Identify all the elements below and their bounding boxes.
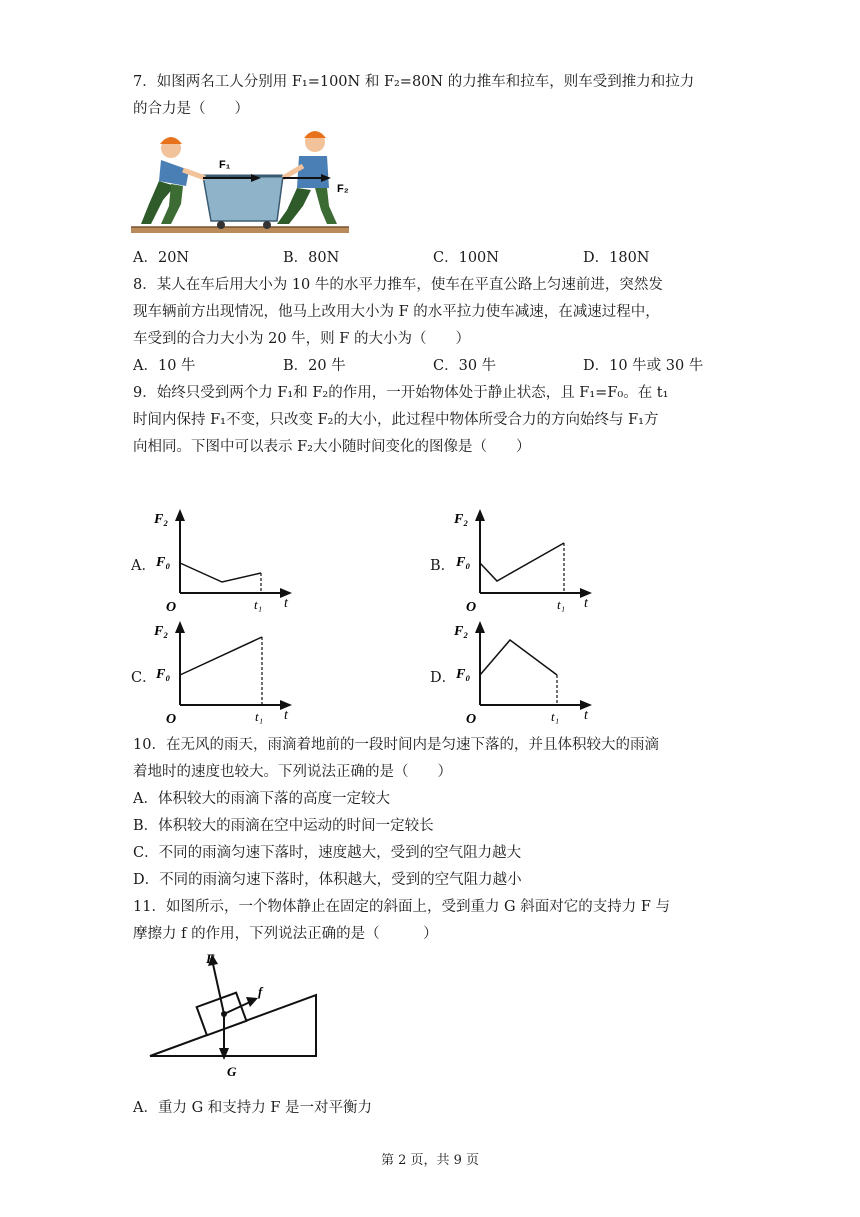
graph-a [150,505,300,615]
graph-a-x-label: t [284,596,288,611]
graph-c [150,617,300,727]
q8-option-b: B．20 牛 [283,358,346,374]
graph-b-t1: t₁ [557,597,566,612]
graph-a-letter: A． [131,558,156,574]
friction-label: f [258,984,263,999]
q7-option-d: D．180N [583,250,650,266]
q9-stem-line2: 时间内保持 F₁不变，只改变 F₂的大小，此过程中物体所受合力的方向始终与 F₁方 [133,412,659,428]
graph-d-t1: t₁ [551,709,560,724]
q10-option-d: D．不同的雨滴匀速下落时，体积越大，受到的空气阻力越小 [133,872,522,888]
q7-stem-line2: 的合力是（ ） [133,101,249,117]
graph-d-x-label: t [584,708,588,723]
graph-c-y-label: F₂ [154,624,169,639]
graph-c-origin: O [166,712,177,727]
q7-option-a: A．20N [133,250,190,266]
graph-d-letter: D． [430,670,457,686]
q10-option-c: C．不同的雨滴匀速下落时，速度越大，受到的空气阻力越大 [133,845,522,861]
q7-option-b: B．80N [283,250,340,266]
q8-option-a: A．10 牛 [133,358,196,374]
q7-stem-line1: 7．如图两名工人分别用 F₁=100N 和 F₂=80N 的力推车和拉车，则车受到推力和拉力 [133,74,695,90]
graph-b-x-label: t [584,596,588,611]
graph-b-origin: O [466,600,477,615]
graph-d-f0-label: F₀ [456,667,471,682]
graph-c-f0-label: F₀ [156,667,171,682]
graph-a-y-label: F₂ [154,512,169,527]
f1-label: F₁ [219,159,231,171]
graph-a-t1: t₁ [254,597,263,612]
q11-stem-line1: 11．如图所示，一个物体静止在固定的斜面上，受到重力 G 斜面对它的支持力 F 与 [133,899,671,915]
q11-option-a: A．重力 G 和支持力 F 是一对平衡力 [133,1100,373,1116]
graph-d [450,617,600,727]
graph-c-t1: t₁ [255,709,264,724]
q8-option-d: D．10 牛或 30 牛 [583,358,704,374]
graph-d-origin: O [466,712,477,727]
graph-b [450,505,600,615]
graph-a-f0-label: F₀ [156,555,171,570]
normal-force-label: F [206,951,215,966]
f2-label: F₂ [337,183,349,195]
q9-stem-line3: 向相同。下图中可以表示 F₂大小随时间变化的图像是（ ） [133,439,531,455]
q11-stem-line2: 摩擦力 f 的作用，下列说法正确的是（ ） [133,926,438,942]
gravity-label: G [227,1064,237,1079]
graph-b-letter: B． [430,558,456,574]
graph-b-y-label: F₂ [454,512,469,527]
graph-c-x-label: t [284,708,288,723]
page-footer: 第 2 页，共 9 页 [380,1153,480,1168]
graph-a-origin: O [166,600,177,615]
q8-stem-line3: 车受到的合力大小为 20 牛，则 F 的大小为（ ） [133,331,470,347]
q10-stem-line2: 着地时的速度也较大。下列说法正确的是（ ） [133,764,452,780]
graph-c-letter: C． [131,670,157,686]
q10-option-a: A．体积较大的雨滴下落的高度一定较大 [133,791,390,807]
q7-option-c: C．100N [433,250,499,266]
workers-pushing-pulling-cart-illustration [131,126,349,236]
inclined-plane-force-diagram [138,950,328,1080]
graph-d-y-label: F₂ [454,624,469,639]
q9-stem-line1: 9．始终只受到两个力 F₁和 F₂的作用，一开始物体处于静止状态，且 F₁=F₀。在 t₁ [133,385,669,401]
q10-stem-line1: 10．在无风的雨天，雨滴着地前的一段时间内是匀速下落的，并且体积较大的雨滴 [133,737,659,753]
graph-b-f0-label: F₀ [456,555,471,570]
q8-option-c: C．30 牛 [433,358,497,374]
q10-option-b: B．体积较大的雨滴在空中运动的时间一定较长 [133,818,434,834]
q8-stem-line2: 现车辆前方出现情况，他马上改用大小为 F 的水平拉力使车减速，在减速过程中， [133,304,660,320]
q8-stem-line1: 8．某人在车后用大小为 10 牛的水平力推车，使车在平直公路上匀速前进，突然发 [133,277,663,293]
